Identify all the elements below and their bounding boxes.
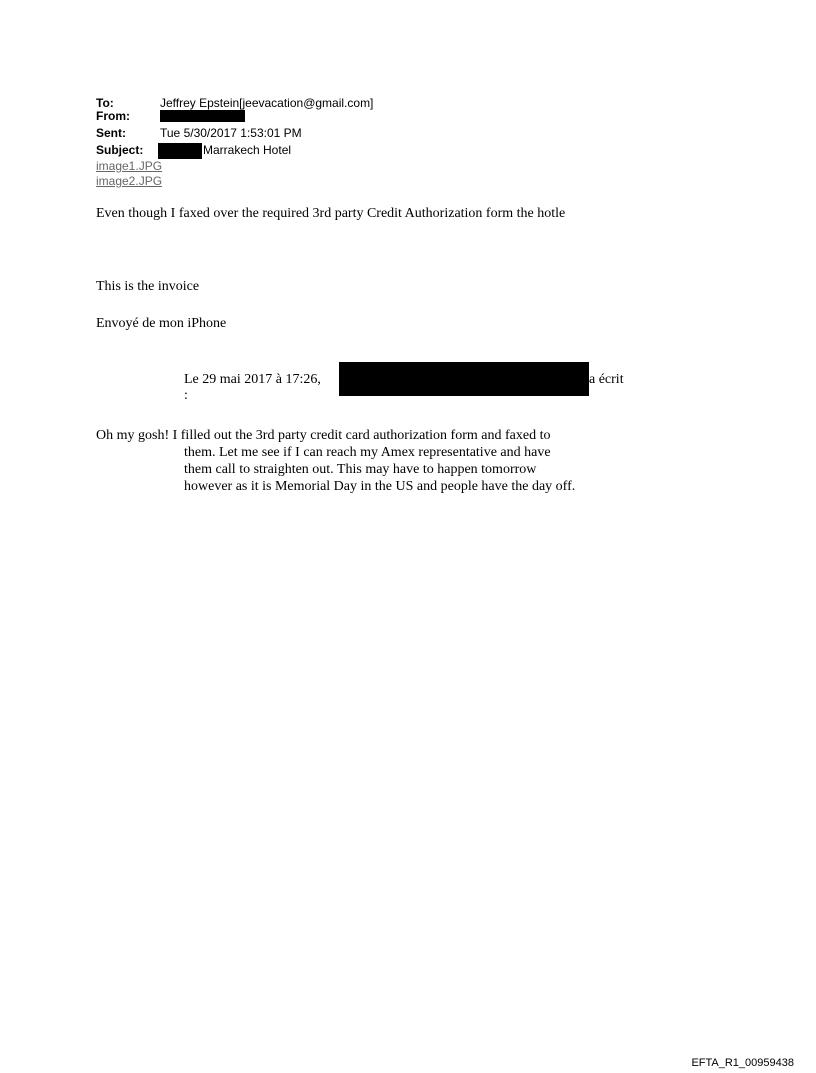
subject-redaction [158, 143, 202, 159]
quote-wrote: a écrit [589, 372, 624, 387]
body-line: Even though I faxed over the required 3rd party Credit Authorization form the hotle [96, 206, 566, 221]
attachment-link[interactable]: image2.JPG [96, 174, 163, 188]
sent-label: Sent: [96, 126, 126, 140]
to-label: To: [96, 96, 114, 110]
document-id: EFTA_R1_00959438 [691, 1057, 794, 1069]
quote-colon: : [184, 388, 188, 403]
quote-line: however as it is Memorial Day in the US and people have the day off. [184, 479, 576, 494]
subject-value: Marrakech Hotel [203, 143, 292, 157]
quote-line: Oh my gosh! I filled out the 3rd party credit card authorization form and faxed to [96, 428, 551, 443]
sent-value: Tue 5/30/2017 1:53:01 PM [160, 126, 302, 140]
attachment-link[interactable]: image1.JPG [96, 159, 163, 173]
from-label: From: [96, 109, 130, 123]
quote-redaction [339, 362, 589, 396]
quote-intro: Le 29 mai 2017 à 17:26, [184, 372, 321, 387]
from-redaction [160, 110, 245, 122]
quote-line: them call to straighten out. This may have to happen tomorrow [184, 462, 537, 477]
quote-line: them. Let me see if I can reach my Amex representative and have [184, 445, 551, 460]
subject-label: Subject: [96, 143, 144, 157]
signature-line: Envoyé de mon iPhone [96, 316, 227, 331]
to-value: Jeffrey Epstein[jeevacation@gmail.com] [160, 96, 374, 110]
body-line: This is the invoice [96, 279, 200, 294]
